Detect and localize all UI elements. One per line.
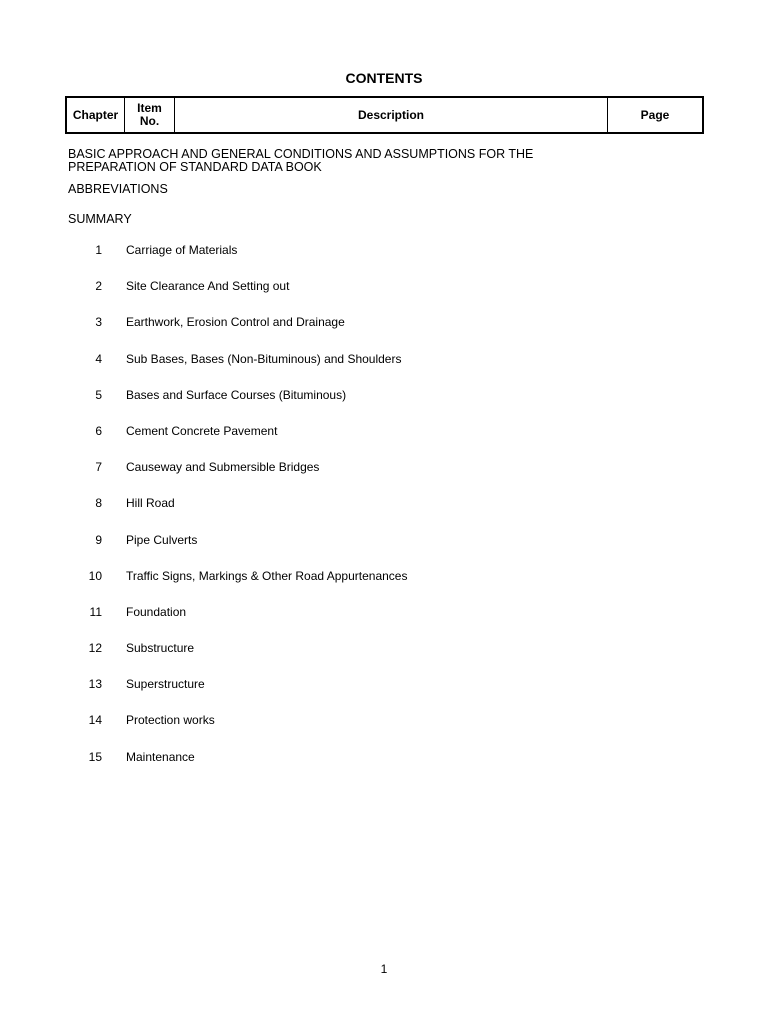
item-number: 13: [88, 677, 102, 692]
list-item: [0, 315, 768, 351]
item-number: 2: [95, 279, 102, 294]
item-description: Maintenance: [126, 749, 195, 764]
basic-approach-entry: BASIC APPROACH AND GENERAL CONDITIONS AND ASSUMPTIONS FOR THE PREPARATION OF STANDARD DATA BOOK: [68, 147, 534, 174]
item-description: Bases and Surface Courses (Bituminous): [126, 387, 347, 402]
item-number: 4: [95, 351, 102, 366]
header-description: Description: [175, 98, 608, 132]
item-description: Site Clearance And Setting out: [126, 279, 290, 294]
item-number: 11: [89, 604, 102, 619]
item-description: Earthwork, Erosion Control and Drainage: [126, 315, 345, 330]
item-number: 3: [95, 315, 102, 330]
item-description: Foundation: [126, 604, 187, 619]
list-item: [0, 352, 768, 388]
item-description: Substructure: [126, 641, 195, 656]
item-description: Hill Road: [126, 496, 175, 511]
item-number: 10: [88, 568, 102, 583]
abbreviations-entry: ABBREVIATIONS: [68, 182, 168, 196]
list-item: [0, 243, 768, 279]
list-item: [0, 713, 768, 749]
item-description: Sub Bases, Bases (Non-Bituminous) and Shoulders: [126, 351, 402, 366]
item-description: Traffic Signs, Markings & Other Road Appurtenances: [126, 568, 408, 583]
item-description: Causeway and Submersible Bridges: [126, 460, 320, 475]
item-description: Cement Concrete Pavement: [126, 423, 278, 438]
list-item: [0, 496, 768, 532]
list-item: [0, 533, 768, 569]
item-description: Carriage of Materials: [126, 243, 238, 257]
list-item: [0, 279, 768, 315]
list-item: [0, 641, 768, 677]
item-number: 14: [88, 713, 102, 728]
contents-header-table: [65, 96, 704, 134]
item-description: Pipe Culverts: [126, 532, 198, 547]
item-number: 12: [88, 641, 102, 656]
item-number: 8: [95, 496, 102, 511]
header-page: Page: [640, 107, 670, 122]
item-number: 1: [95, 243, 102, 257]
list-item: [0, 605, 768, 641]
item-description: Protection works: [126, 713, 215, 728]
item-description: Superstructure: [126, 677, 205, 692]
list-item: [0, 750, 768, 786]
header-chapter: Chapter: [67, 98, 125, 132]
list-item: [0, 388, 768, 424]
list-item: [0, 424, 768, 460]
list-item: [0, 677, 768, 713]
chapter-list: [0, 243, 768, 786]
summary-entry: SUMMARY: [68, 212, 132, 226]
item-number: 7: [95, 460, 102, 475]
header-item-no: Item No.: [125, 98, 175, 132]
item-number: 9: [95, 532, 102, 547]
list-item: [0, 460, 768, 496]
item-number: 15: [88, 749, 102, 764]
page-number: 1: [380, 962, 388, 976]
item-number: 5: [95, 387, 102, 402]
page-title: CONTENTS: [345, 70, 423, 86]
list-item: [0, 569, 768, 605]
item-number: 6: [95, 423, 102, 438]
